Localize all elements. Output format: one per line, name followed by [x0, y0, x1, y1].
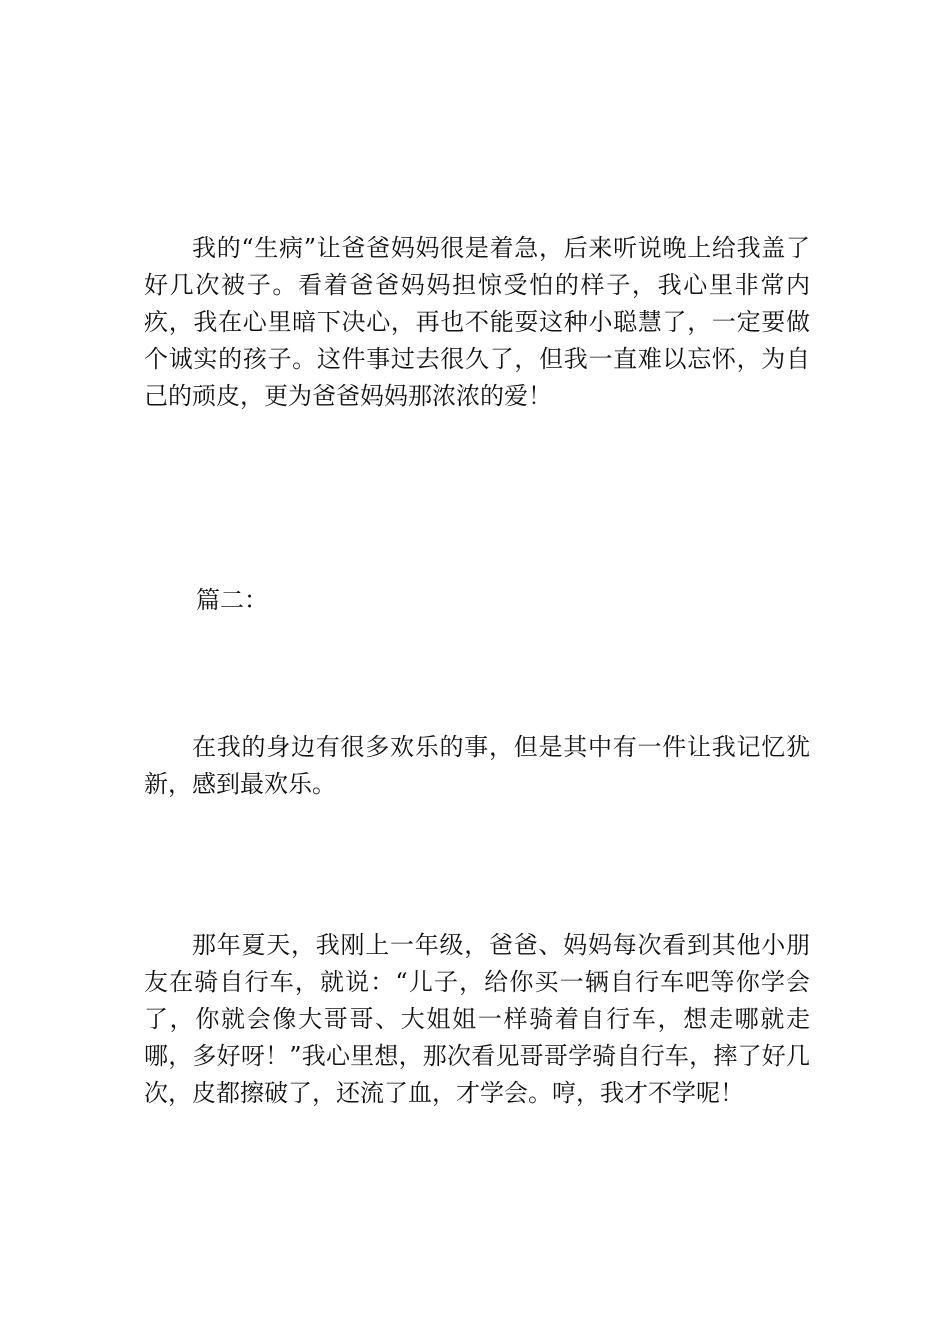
paragraph-happy-event: 在我的身边有很多欢乐的事，但是其中有一件让我记忆犹新，感到最欢乐。	[144, 733, 810, 798]
section-heading: 篇二：	[196, 586, 268, 614]
paragraph-summer-bicycle: 那年夏天，我刚上一年级，爸爸、妈妈每次看到其他小朋友在骑自行车，就说：“儿子，给你买一辆自行车吧等你学会了，你就会像大哥哥、大姐姐一样骑着自行车，想走哪就走哪，多好呀！”我心里想，那次看见哥哥学骑自行车，摔了好几次，皮都擦破了，还流了血，才学会。哼，我才不学呢！	[144, 931, 810, 1107]
paragraph-illness: 我的“生病”让爸爸妈妈很是着急，后来听说晚上给我盖了好几次被子。看着爸爸妈妈担惊受怕的样子，我心里非常内疚，我在心里暗下决心，再也不能耍这种小聪慧了，一定要做个诚实的孩子。这件事过去很久了，但我一直难以忘怀，为自己的顽皮，更为爸爸妈妈那浓浓的爱！	[144, 234, 810, 410]
